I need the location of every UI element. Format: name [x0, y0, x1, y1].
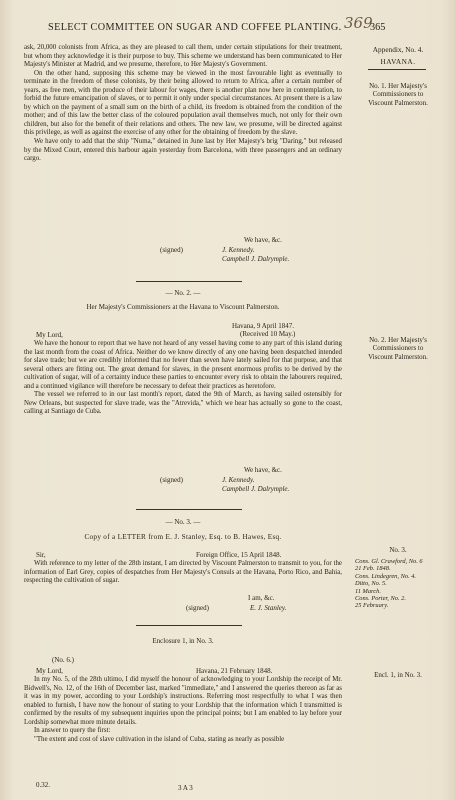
sidebar-note-3-title: No. 3.: [389, 546, 407, 554]
sidebar-reference-1: Cons. Gl. Crawford, No. 6: [355, 558, 423, 565]
letter3-signed: (signed): [186, 604, 209, 612]
letter2-number: — No. 2. —: [165, 289, 201, 297]
sidebar-reference-3: Cons. Lindegren, No. 4.: [355, 572, 417, 580]
enclosure-paragraph-1: In my No. 5, of the 28th ultimo, I did myself the honour of acknowledging to your Lordship the receipt of Mr. Bidwell's, No. 12, of the 16th of December last, marked "immediate," and I answered the queries thereon as far as it was in my power, according to your Lordship's instructions. Referring most respectfully to what I was then enabled to furnish, I have now the honour of stating to your Lordship that the information which I transmitted is confirmed by the results of my subsequent inquiries upon the principal points; but I am enabled to lay before your Lordship somewhat more minute details.: [24, 676, 342, 726]
section-divider: [136, 509, 242, 510]
letter3-paragraph-1: With reference to my letter of the 28th instant, I am directed by Viscount Palmerston to transmit to you, for the information of Earl Grey, copies of despatches from Her Majesty's Consuls at the Havana, Porto Rico, and Bahia, respecting the cultivation of sugar.: [24, 560, 342, 585]
enclosure-paragraph-2: In answer to query the first:: [34, 727, 111, 735]
page-header-title: SELECT COMMITTEE ON SUGAR AND COFFEE PLANTING.: [48, 22, 342, 33]
section-divider: [136, 281, 242, 282]
letter2-paragraph-1: We have the honour to report that we have not heard of any vessel having come to any part of this island during the last month from the coast of Africa. Neither do we know directly of any one having been despatched intended for slave trade; but we are credibly informed that no fewer than seven have lately sailed for that purpose, and that several others are fitting out. The great demand for slaves, in the present enormous profits to be derived by the cultivation of sugar, will of a certainty induce these parties to encounter every risk to obtain the labourers required, and a continued vigilance will therefore be necessary to defeat their practices as heretofore.: [24, 340, 342, 390]
sidebar-divider: [368, 69, 426, 70]
sidebar-section-havana: HAVANA.: [380, 57, 416, 66]
sidebar-reference-5: 11 March.: [355, 587, 381, 595]
sidebar-reference-6: Cons. Porter, No. 2.: [355, 595, 406, 603]
enclosure-date: Havana, 21 February 1848.: [196, 667, 273, 675]
letter2-paragraph-2: The vessel we referred to in our last month's report, dated the 9th of March, as having sailed ostensibly for New Orleans, but suspected for slave trade, was the "Atrevida," which we hear has actually so gone to the coast, calling at Santiago de Cuba.: [24, 391, 342, 416]
letter1-body: [24, 44, 342, 164]
letter2-signature-1: J. Kennedy.: [222, 476, 255, 484]
sidebar-note-3-references: [355, 558, 447, 610]
footnote-reference: 0.32.: [36, 781, 50, 789]
letter1-closing: We have, &c.: [244, 236, 282, 244]
letter2-salutation: My Lord,: [36, 331, 63, 339]
letter3-heading: Copy of a LETTER from E. J. Stanley, Esq. to B. Hawes, Esq.: [84, 533, 282, 541]
letter3-salutation: Sir,: [36, 551, 46, 559]
signature-mark: 3 A 3: [178, 784, 193, 792]
page-number: 365: [370, 22, 386, 33]
sidebar-reference-4: Ditto, No. 5.: [355, 580, 387, 588]
enclosure-paragraph-3: "The extent and cost of slave cultivation in the island of Cuba, stating as nearly as possible: [34, 735, 285, 743]
handwritten-folio-number: 369: [344, 14, 373, 32]
letter3-signature: E. J. Stanley.: [250, 604, 287, 612]
sidebar-note-4: Encl. 1, in No. 3.: [374, 671, 422, 679]
sidebar-note-2: No. 2. Her Majesty's Commissioners to Viscount Palmerston.: [368, 336, 428, 361]
enclosure-salutation: My Lord,: [36, 667, 63, 675]
letter1-paragraph-1: ask, 20,000 colonists from Africa, as they are pleased to call them, under certain stipulations for their treatment, but whom they acknowledge it is their purpose to buy. This scheme we understand has been communicated to Her Majesty's Minister at Madrid, and we presume, therefore, to Her Majesty's Government.: [24, 44, 342, 69]
enclosure-heading: Enclosure 1, in No. 3.: [152, 637, 214, 645]
letter3-body: [24, 560, 342, 586]
letter3-number: — No. 3. —: [165, 518, 201, 526]
letter1-signature-1: J. Kennedy.: [222, 246, 255, 254]
letter3-closing: I am, &c.: [248, 594, 275, 602]
letter1-paragraph-3: We have only to add that the ship "Numa," detained in June last by Her Majesty's brig "Daring," but released by the Mixed Court, entered this harbour again yesterday from Barcelona, with three passengers and an ordinary cargo.: [24, 138, 342, 163]
sidebar-note-1: No. 1. Her Majesty's Commissioners to Viscount Palmerston.: [368, 82, 428, 107]
letter2-heading: Her Majesty's Commissioners at the Havana to Viscount Palmerston.: [86, 303, 280, 311]
letter2-received: (Received 10 May.): [240, 330, 296, 338]
letter1-signed: (signed): [160, 246, 183, 254]
letter1-signature-2: Campbell J. Dalrymple.: [222, 255, 290, 263]
sidebar-appendix: Appendix, No. 4.: [372, 45, 424, 54]
letter2-body: [24, 340, 342, 417]
letter2-signed: (signed): [160, 476, 183, 484]
letter3-date: Foreign Office, 15 April 1848.: [196, 551, 282, 559]
section-divider: [136, 625, 242, 626]
letter1-paragraph-2: On the other hand, supposing this scheme may be viewed in the most favourable light as eventually to terminate in the freedom of these colonists, by their being allowed to return to Africa, after a certain number of years, as free men, with the produce of their labour for wages, there is another plan now here in contemplation, to forbid the future emancipation of slaves, or to permit it only under special circumstances. At present there is a law by which on the payment of a small sum on the birth of a child, its freedom is obtained from the condition of the mother; and of this law the better class of the coloured population avail themselves much, not only for their own children, but also for the benefit of their relations and others. The new law, we presume, will be directed against this privilege, as well as against the exercise of any other for the obtaining of freedom by the slave.: [24, 69, 342, 137]
letter2-closing: We have, &c.: [244, 466, 282, 474]
sidebar-reference-2: 21 Feb. 1848.: [355, 565, 391, 573]
enclosure-number: (No. 6.): [52, 656, 74, 664]
letter2-date: Havana, 9 April 1847.: [232, 322, 295, 330]
enclosure-body: [24, 676, 342, 744]
letter2-signature-2: Campbell J. Dalrymple.: [222, 485, 290, 493]
sidebar-reference-7: 25 February.: [355, 602, 389, 610]
